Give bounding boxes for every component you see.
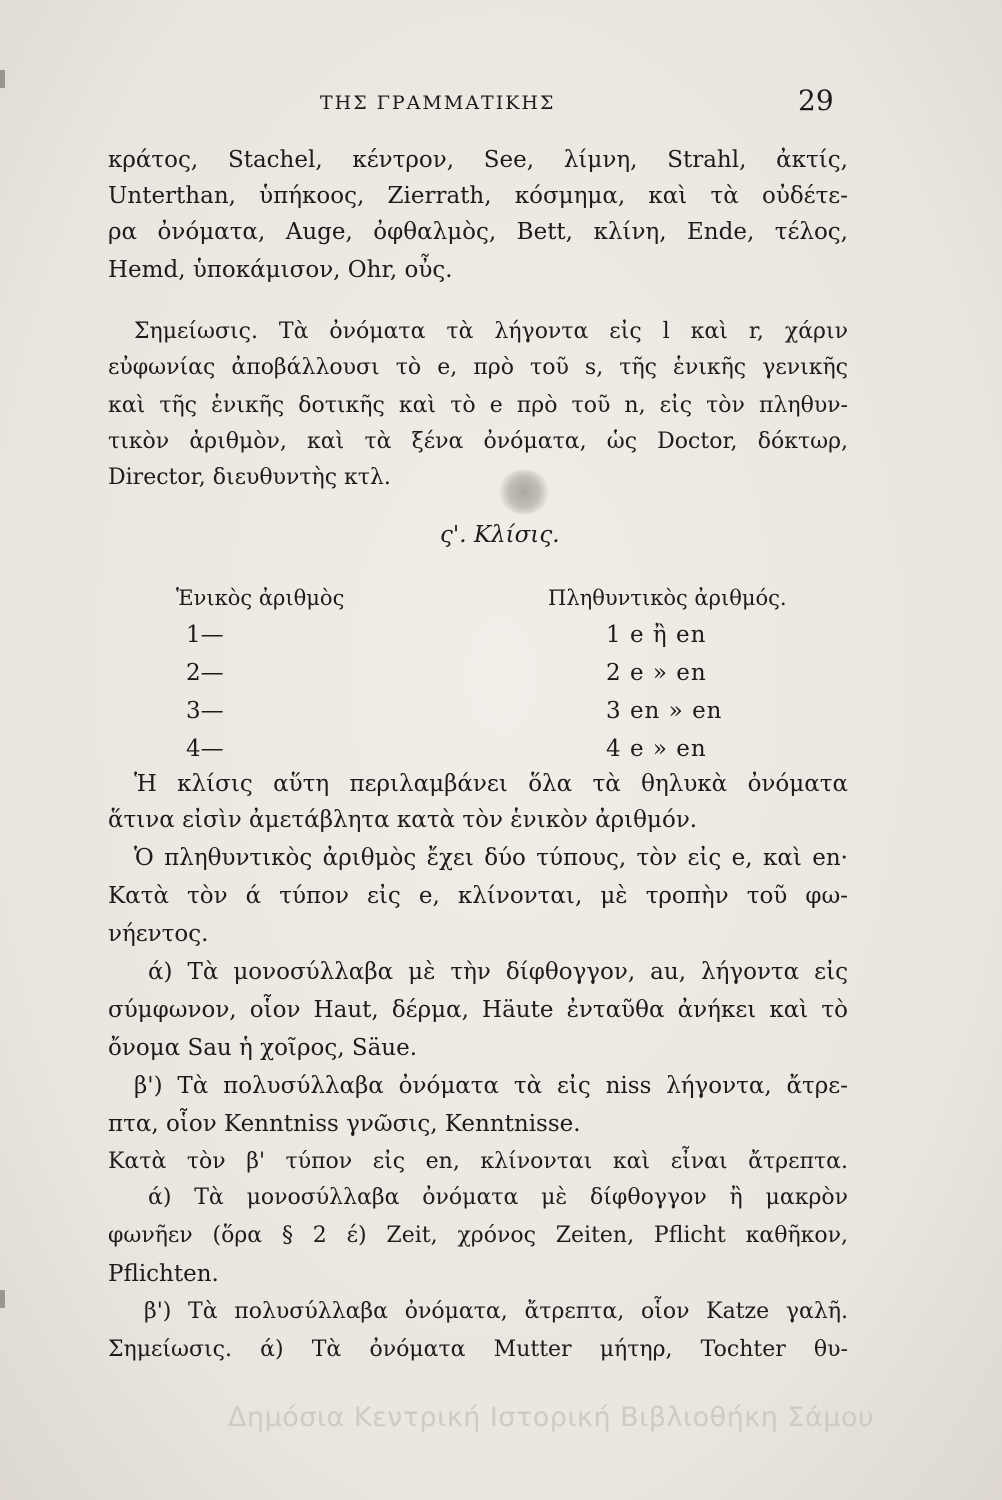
text-line: ά) Τὰ μονοσύλλαβα ὀνόματα μὲ δίφθογγον ἢ μακρὸν	[148, 1185, 848, 1210]
case-label: 4—	[186, 736, 224, 762]
text-line: Κατὰ τὸν ά τύπον εἰς e, κλίνονται, μὲ τροπὴν τοῦ φω-	[108, 883, 848, 909]
section-heading: ς'. Κλίσις.	[440, 522, 560, 548]
note-line: εὐφωνίας ἀποβάλλουσι τὸ e, πρὸ τοῦ s, τῆς ἑνικῆς γενικῆς	[108, 355, 848, 380]
text-line: σύμφωνον, οἷον Haut, δέρμα, Häute ἐνταῦθα ἀνήκει καὶ τὸ	[108, 997, 848, 1023]
text-line: Unterthan, ὑπήκοος, Zierrath, κόσμημα, καὶ τὰ οὐδέτε-	[108, 183, 848, 209]
case-label: 3—	[186, 698, 224, 724]
plural-ending: 3 en » en	[606, 698, 723, 724]
case-label: 1—	[186, 622, 224, 648]
text-line: ἅτινα εἰσὶν ἀμετάβλητα κατὰ τὸν ἑνικὸν ἀριθμόν.	[108, 807, 698, 833]
note-line: τικὸν ἀριθμὸν, καὶ τὰ ξένα ὀνόματα, ὡς Doctor, δόκτωρ,	[108, 429, 848, 454]
note-line: Σημείωσις. Τὰ ὀνόματα τὰ λήγοντα εἰς l καὶ r, χάριν	[134, 319, 848, 344]
text-line: ὄνομα Sau ἡ χοῖρος, Säue.	[108, 1035, 418, 1061]
text-line: β') Τὰ πολυσύλλαβα ὀνόματα, ἄτρεπτα, οἷον Katze γαλῆ.	[144, 1299, 848, 1324]
text-line: νήεντος.	[108, 921, 209, 947]
text-line: Hemd, ὑποκάμισον, Ohr, οὖς.	[108, 257, 453, 283]
page-number: 29	[798, 84, 834, 117]
text-line: φωνῆεν (ὅρα § 2 έ) Zeit, χρόνος Zeiten, Pflicht καθῆκον,	[108, 1223, 848, 1248]
text-line: κράτος, Stachel, κέντρον, See, λίμνη, Strahl, ἀκτίς,	[108, 147, 848, 173]
plural-ending: 4 e » en	[606, 736, 707, 762]
text-line: Pflichten.	[108, 1261, 219, 1287]
note-line: Director, διευθυντὴς κτλ.	[108, 465, 391, 490]
note-line: καὶ τῆς ἑνικῆς δοτικῆς καὶ τὸ e πρὸ τοῦ n, εἰς τὸν πληθυν-	[108, 393, 848, 418]
text-line: Ἡ κλίσις αὕτη περιλαμβάνει ὅλα τὰ θηλυκὰ ὀνόματα	[134, 771, 848, 797]
text-line: πτα, οἷον Kenntniss γνῶσις, Kenntnisse.	[108, 1111, 581, 1137]
text-line: ά) Τὰ μονοσύλλαβα μὲ τὴν δίφθογγον, au, λήγοντα εἰς	[148, 959, 848, 985]
text-line: ρα ὀνόματα, Auge, ὀφθαλμὸς, Bett, κλίνη, Ende, τέλος,	[108, 219, 848, 245]
case-label: 2—	[186, 660, 224, 686]
text-line: Κατὰ τὸν β' τύπον εἰς en, κλίνονται καὶ εἶναι ἄτρεπτα.	[108, 1149, 848, 1174]
ink-stain	[498, 470, 550, 514]
binding-mark	[0, 70, 5, 88]
plural-ending: 1 e ἢ en	[606, 622, 707, 648]
text-line: β') Τὰ πολυσύλλαβα ὀνόματα τὰ εἰς niss λήγοντα, ἄτρε-	[134, 1073, 848, 1099]
library-watermark: Δημόσια Κεντρική Ιστορική Βιβλιοθήκη Σάμου	[228, 1402, 875, 1433]
text-line: Σημείωσις. ά) Τὰ ὀνόματα Mutter μήτηρ, Tochter θυ-	[108, 1337, 848, 1362]
running-title: ΤΗΣ ΓΡΑΜΜΑΤΙΚΗΣ	[320, 92, 556, 114]
plural-ending: 2 e » en	[606, 660, 707, 686]
text-line: Ὁ πληθυντικὸς ἀριθμὸς ἔχει δύο τύπους, τὸν εἰς e, καὶ en·	[134, 845, 848, 871]
singular-heading: Ἑνικὸς ἀριθμὸς	[176, 586, 345, 610]
binding-mark	[0, 1290, 5, 1308]
plural-heading: Πληθυντικὸς ἀριθμός.	[548, 586, 787, 610]
